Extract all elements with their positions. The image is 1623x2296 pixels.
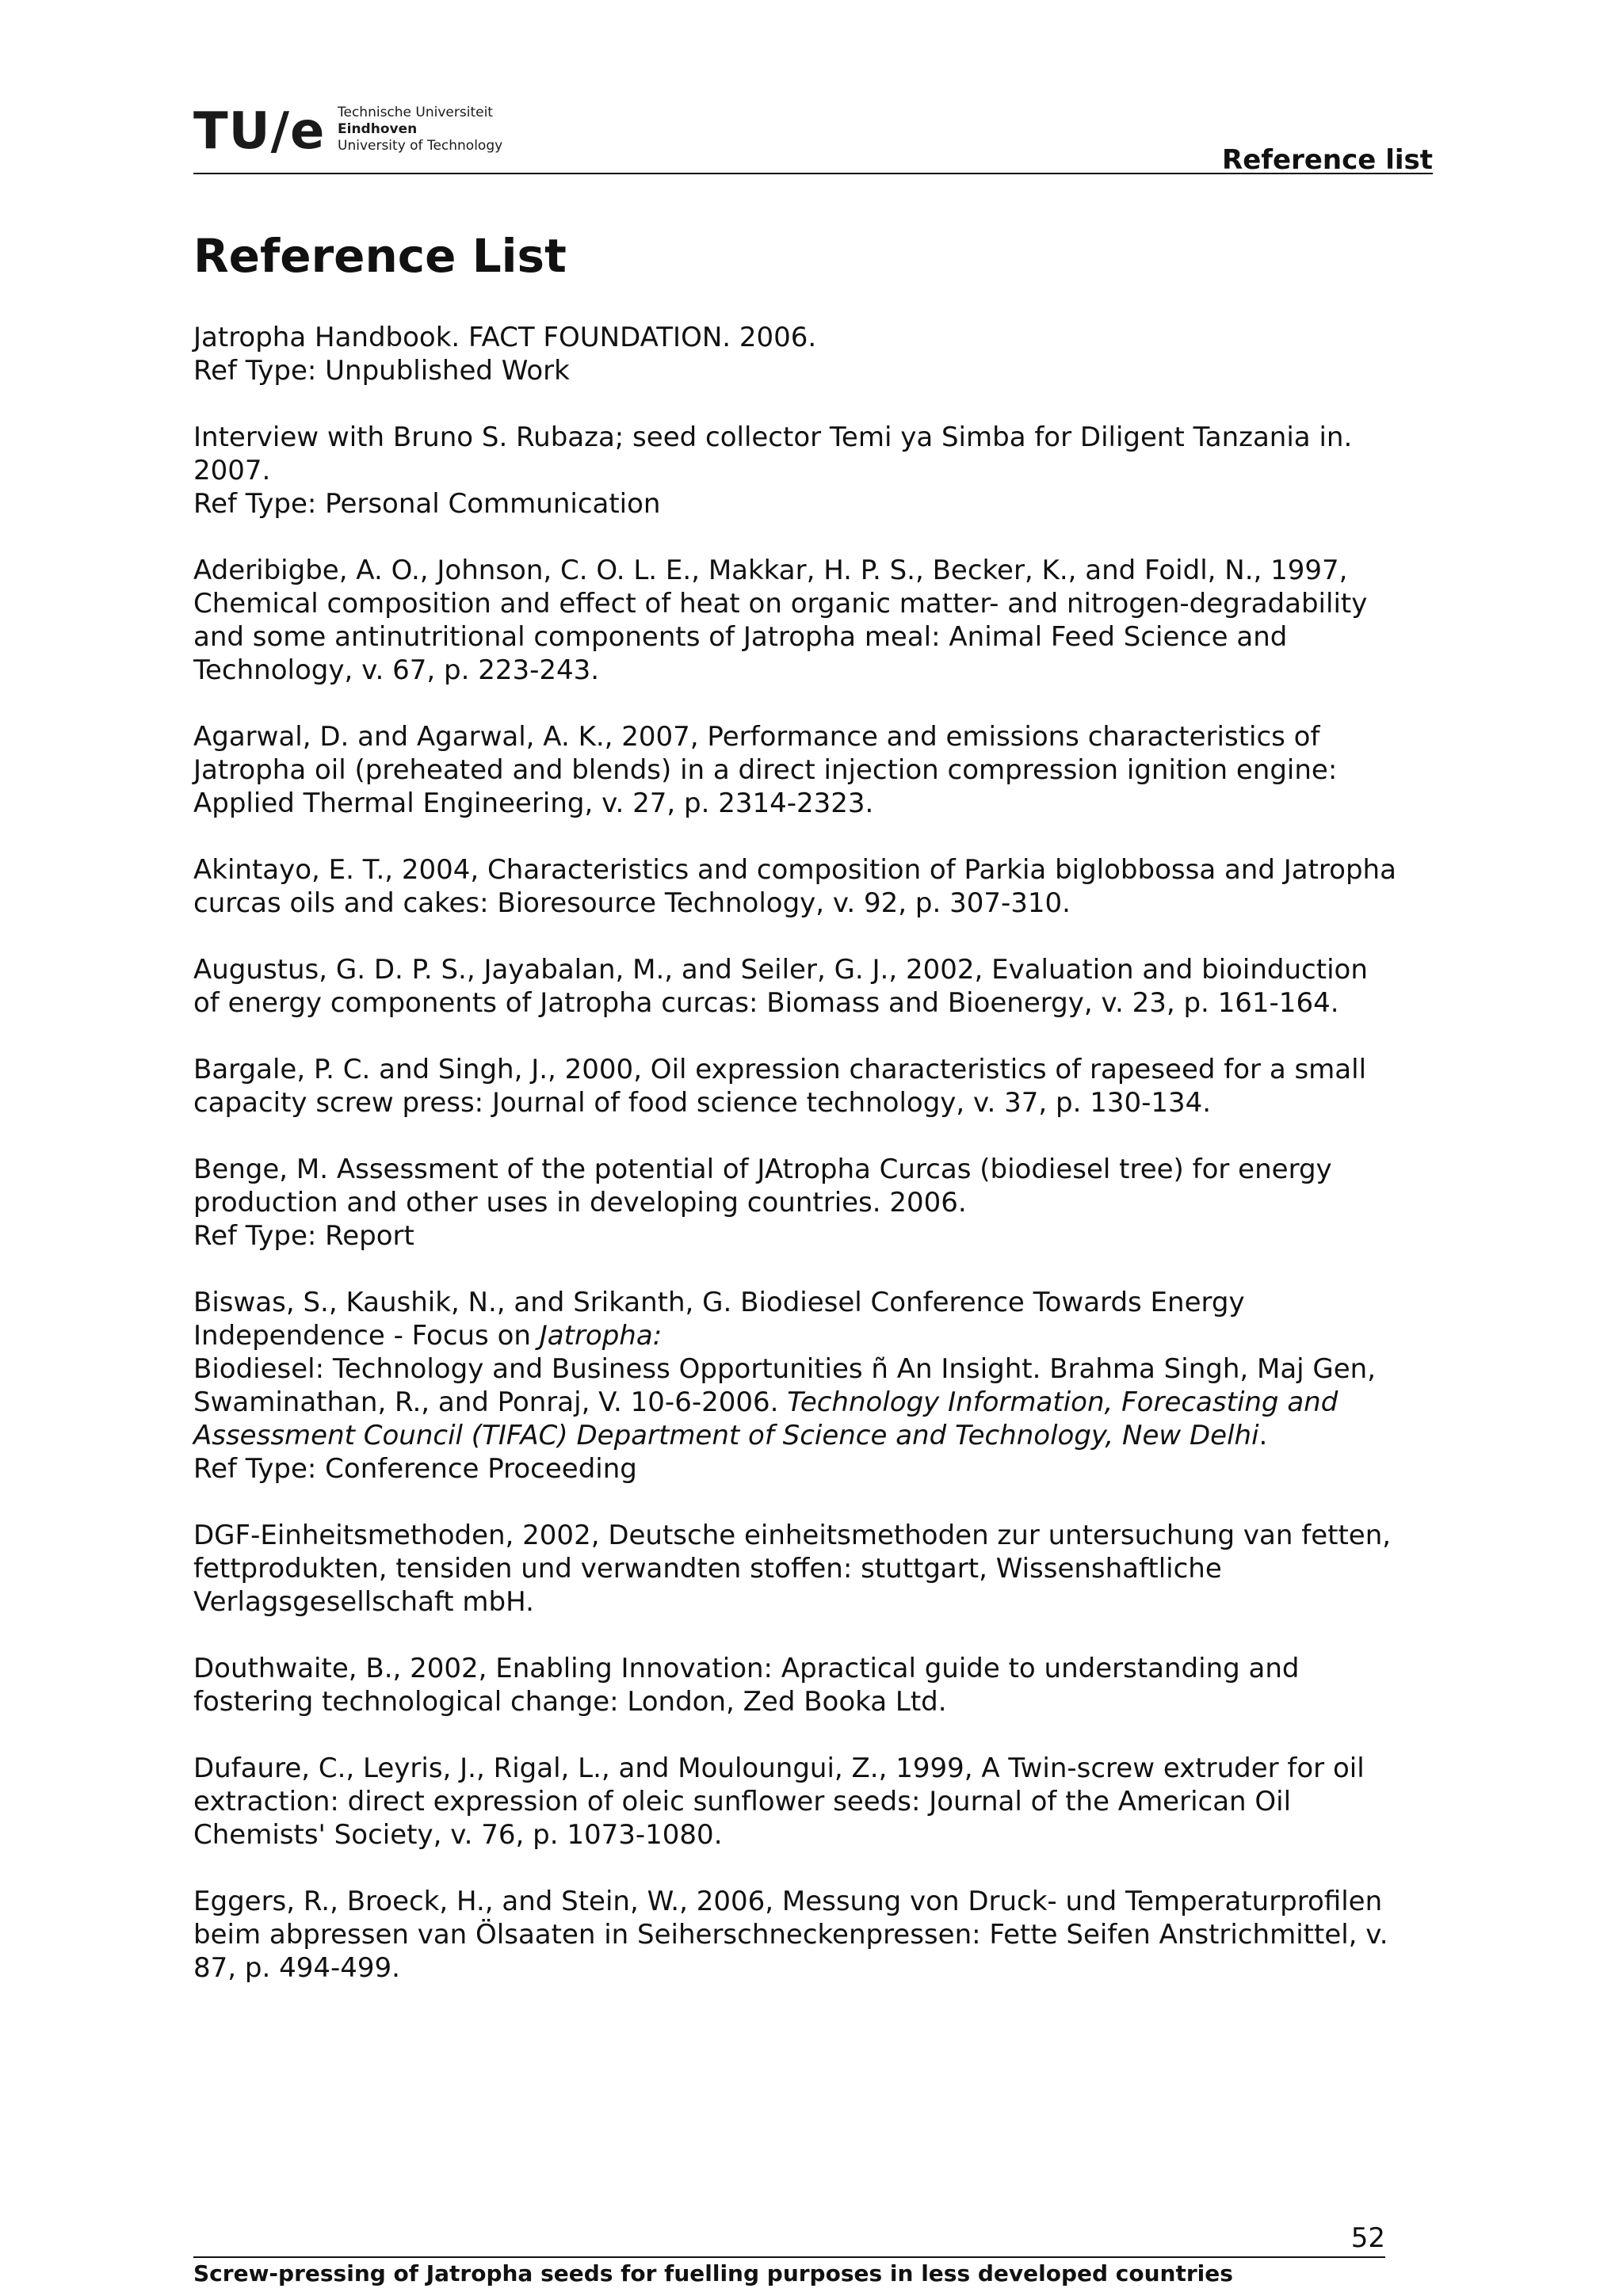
reference-line: Ref Type: Personal Communication bbox=[193, 488, 661, 520]
reference-line: Akintayo, E. T., 2004, Characteristics and composition of Parkia biglobbossa and Jatropha bbox=[193, 854, 1396, 886]
reference-line: Chemists' Society, v. 76, p. 1073-1080. bbox=[193, 1819, 723, 1851]
reference-entry bbox=[193, 554, 1445, 687]
reference-text: Swaminathan, R., and Ponraj, V. 10-6-2006. bbox=[193, 1386, 788, 1418]
reference-line: curcas oils and cakes: Bioresource Technology, v. 92, p. 307-310. bbox=[193, 887, 1071, 919]
reference-line: fostering technological change: London, Zed Booka Ltd. bbox=[193, 1686, 947, 1718]
reference-italic-text: Assessment Council (TIFAC) Department of Science and Technology, New Delhi bbox=[193, 1420, 1259, 1451]
reference-entry bbox=[193, 421, 1445, 521]
page-title: Reference List bbox=[193, 229, 567, 283]
reference-line: Applied Thermal Engineering, v. 27, p. 2314-2323. bbox=[193, 788, 874, 819]
reference-line: Augustus, G. D. P. S., Jayabalan, M., and Seiler, G. J., 2002, Evaluation and bioinduction bbox=[193, 954, 1368, 986]
reference-italic-text: Jatropha: bbox=[539, 1320, 663, 1352]
page-number: 52 bbox=[1350, 2222, 1385, 2254]
logo-mark: TU/e bbox=[193, 102, 326, 161]
reference-line: Biswas, S., Kaushik, N., and Srikanth, G. Biodiesel Conference Towards Energy bbox=[193, 1287, 1245, 1318]
reference-entry bbox=[193, 953, 1445, 1020]
reference-line: of energy components of Jatropha curcas: Biomass and Bioenergy, v. 23, p. 161-164. bbox=[193, 987, 1339, 1019]
reference-entry bbox=[193, 1885, 1445, 1985]
reference-line: Verlagsgesellschaft mbH. bbox=[193, 1586, 534, 1618]
reference-line: Agarwal, D. and Agarwal, A. K., 2007, Performance and emissions characteristics of bbox=[193, 721, 1320, 753]
reference-line: Ref Type: Conference Proceeding bbox=[193, 1453, 637, 1485]
reference-line: Aderibigbe, A. O., Johnson, C. O. L. E., Makkar, H. P. S., Becker, K., and Foidl, N., 1997, bbox=[193, 555, 1348, 586]
reference-line: Bargale, P. C. and Singh, J., 2000, Oil expression characteristics of rapeseed for a small bbox=[193, 1054, 1367, 1085]
reference-line: DGF-Einheitsmethoden, 2002, Deutsche einheitsmethoden zur untersuchung van fetten, bbox=[193, 1520, 1392, 1551]
reference-entry bbox=[193, 1519, 1445, 1619]
reference-entry bbox=[193, 1652, 1445, 1718]
reference-italic-text: Technology Information, Forecasting and bbox=[787, 1386, 1338, 1418]
reference-line: Eggers, R., Broeck, H., and Stein, W., 2006, Messung von Druck- und Temperaturprofilen bbox=[193, 1886, 1383, 1917]
running-footer-title: Screw-pressing of Jatropha seeds for fuelling purposes in less developed countries bbox=[193, 2260, 1233, 2286]
reference-entry bbox=[193, 853, 1445, 920]
reference-entry bbox=[193, 1053, 1445, 1119]
reference-entry bbox=[193, 1752, 1445, 1852]
reference-list bbox=[193, 321, 1445, 2018]
reference-text: . bbox=[1258, 1420, 1268, 1451]
header-divider bbox=[193, 173, 1433, 174]
reference-line: beim abpressen van Ölsaaten in Seiherschneckenpressen: Fette Seifen Anstrichmittel, v. bbox=[193, 1919, 1388, 1951]
footer-divider bbox=[193, 2256, 1385, 2258]
reference-entry bbox=[193, 1153, 1445, 1253]
logo-text bbox=[338, 105, 502, 154]
running-header-title: Reference list bbox=[1222, 144, 1433, 176]
reference-line: Biodiesel: Technology and Business Opportunities ñ An Insight. Brahma Singh, Maj Gen, bbox=[193, 1353, 1377, 1385]
reference-line: 2007. bbox=[193, 455, 271, 486]
reference-line: and some antinutritional components of Jatropha meal: Animal Feed Science and bbox=[193, 621, 1288, 653]
reference-text: Independence - Focus on bbox=[193, 1320, 540, 1352]
reference-line: Ref Type: Unpublished Work bbox=[193, 355, 570, 387]
reference-line: fettprodukten, tensiden und verwandten stoffen: stuttgart, Wissenshaftliche bbox=[193, 1553, 1222, 1585]
reference-line: Interview with Bruno S. Rubaza; seed collector Temi ya Simba for Diligent Tanzania in. bbox=[193, 421, 1353, 453]
reference-line bbox=[193, 1319, 1445, 1352]
reference-line: Jatropha Handbook. FACT FOUNDATION. 2006. bbox=[193, 322, 817, 353]
logo-line-1: Technische Universiteit bbox=[338, 105, 493, 120]
reference-line: Chemical composition and effect of heat on organic matter- and nitrogen-degradability bbox=[193, 588, 1368, 620]
reference-entry bbox=[193, 321, 1445, 387]
reference-line: extraction: direct expression of oleic sunflower seeds: Journal of the American Oil bbox=[193, 1786, 1292, 1817]
reference-line: Dufaure, C., Leyris, J., Rigal, L., and Mouloungui, Z., 1999, A Twin-screw extruder for oil bbox=[193, 1753, 1365, 1784]
logo-line-3: University of Technology bbox=[338, 138, 503, 154]
reference-line: production and other uses in developing countries. 2006. bbox=[193, 1187, 967, 1219]
reference-line: Douthwaite, B., 2002, Enabling Innovation: Apractical guide to understanding and bbox=[193, 1653, 1300, 1684]
reference-line: Benge, M. Assessment of the potential of JAtropha Curcas (biodiesel tree) for energy bbox=[193, 1154, 1332, 1185]
reference-line: Jatropha oil (preheated and blends) in a direct injection compression ignition engine: bbox=[193, 754, 1338, 786]
reference-line: Ref Type: Report bbox=[193, 1220, 414, 1252]
reference-line bbox=[193, 1386, 1445, 1419]
logo-line-2: Eindhoven bbox=[338, 121, 418, 137]
reference-line: Technology, v. 67, p. 223-243. bbox=[193, 654, 600, 686]
reference-entry bbox=[193, 720, 1445, 820]
reference-line bbox=[193, 1419, 1445, 1452]
reference-entry bbox=[193, 1286, 1445, 1486]
reference-line: 87, p. 494-499. bbox=[193, 1952, 400, 1984]
reference-line: capacity screw press: Journal of food science technology, v. 37, p. 130-134. bbox=[193, 1087, 1212, 1119]
